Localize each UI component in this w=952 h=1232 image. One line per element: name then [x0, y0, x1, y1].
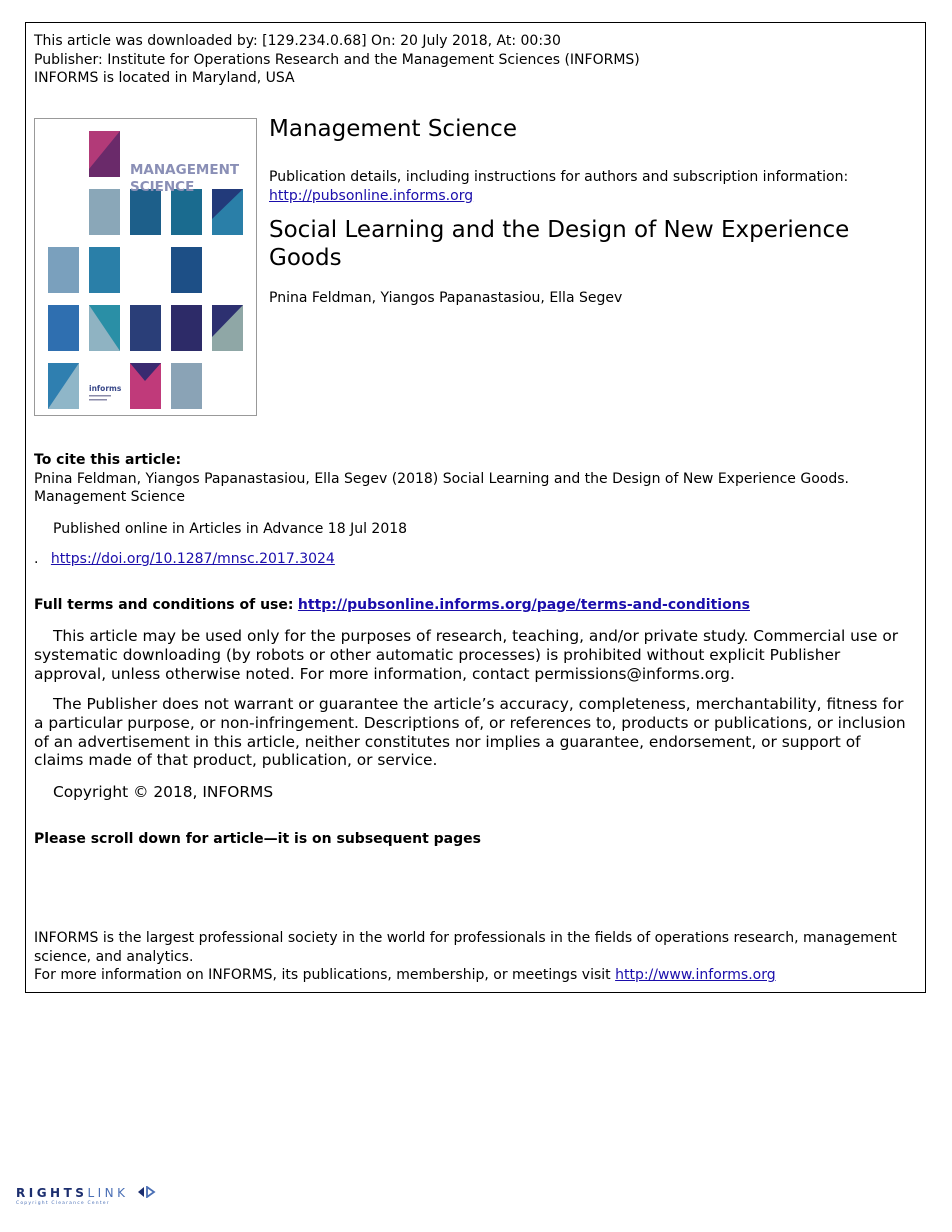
cover-title-line1: MANAGEMENT [130, 162, 240, 178]
terms-label: Full terms and conditions of use: [34, 597, 294, 613]
terms-link[interactable]: http://pubsonline.informs.org/page/terms-and-conditions [297, 597, 750, 613]
rightslink-subtitle: Copyright Clearance Center [16, 1201, 110, 1206]
warranty-paragraph: The Publisher does not warrant or guarantee the article’s accuracy, completeness, merchantability, fitness for a particular purpose, or non-infringement. Descriptions of, or references to, products or publications, or inclusion of an advertisement in this article, neither constitutes nor implies a guarantee, endorsement, or support of claims made of that product, publication, or service. [34, 695, 906, 770]
doi-line [34, 550, 335, 568]
informs-website-link[interactable]: http://www.informs.org [615, 967, 776, 983]
article-authors: Pnina Feldman, Yiangos Papanastasiou, Ella Segev [269, 290, 623, 306]
citation-block [34, 451, 914, 507]
terms-line [34, 596, 750, 614]
published-online: Published online in Articles in Advance 18 Jul 2018 [53, 521, 408, 537]
informs-description: INFORMS is the largest professional society in the world for professionals in the fields of operations research, management science, and analytics. [34, 930, 897, 965]
informs-footer [34, 929, 914, 985]
rightslink-word-link: LINK [87, 1186, 129, 1200]
cover-title-line2: SCIENCE [130, 179, 195, 195]
usage-paragraph: This article may be used only for the purposes of research, teaching, and/or private study. Commercial use or systematic downloading (by robots or other automatic processes) is prohibited without explicit Publisher approval, unless otherwise noted. For more information, contact permissions@informs.org. [34, 627, 899, 683]
informs-more-info-text: For more information on INFORMS, its publications, membership, or meetings visit [34, 967, 611, 983]
article-header [269, 115, 919, 307]
publication-details [269, 168, 919, 205]
rightslink-wordmark [16, 1186, 156, 1200]
cover-publisher-logo: informs [89, 384, 122, 393]
cover-page-frame [25, 22, 926, 993]
location-line: INFORMS is located in Maryland, USA [34, 70, 295, 86]
article-title: Social Learning and the Design of New Experience Goods [269, 217, 850, 271]
scroll-note: Please scroll down for article—it is on subsequent pages [34, 831, 481, 847]
doi-link[interactable]: https://doi.org/10.1287/mnsc.2017.3024 [50, 551, 335, 567]
download-info [34, 32, 640, 88]
rightslink-word-rights: RIGHTS [16, 1186, 88, 1200]
doi-prefix: . [34, 551, 39, 567]
download-line: This article was downloaded by: [129.234.0.68] On: 20 July 2018, At: 00:30 [34, 33, 561, 49]
rightslink-logo [16, 1186, 156, 1206]
copyright-line: Copyright © 2018, INFORMS [53, 783, 274, 801]
publisher-line: Publisher: Institute for Operations Research and the Management Sciences (INFORMS) [34, 51, 640, 68]
informs-more-info [34, 966, 914, 985]
journal-cover-image [34, 118, 257, 416]
journal-title: Management Science [269, 116, 517, 142]
publication-details-text: Publication details, including instructions for authors and subscription information: [269, 169, 849, 185]
citation-text: Pnina Feldman, Yiangos Papanastasiou, Ella Segev (2018) Social Learning and the Design of New Experience Goods. Management Science [34, 470, 849, 505]
citation-heading: To cite this article: [34, 452, 182, 468]
rightslink-arrow-icon [136, 1186, 156, 1198]
publication-details-link[interactable]: http://pubsonline.informs.org [269, 187, 474, 204]
